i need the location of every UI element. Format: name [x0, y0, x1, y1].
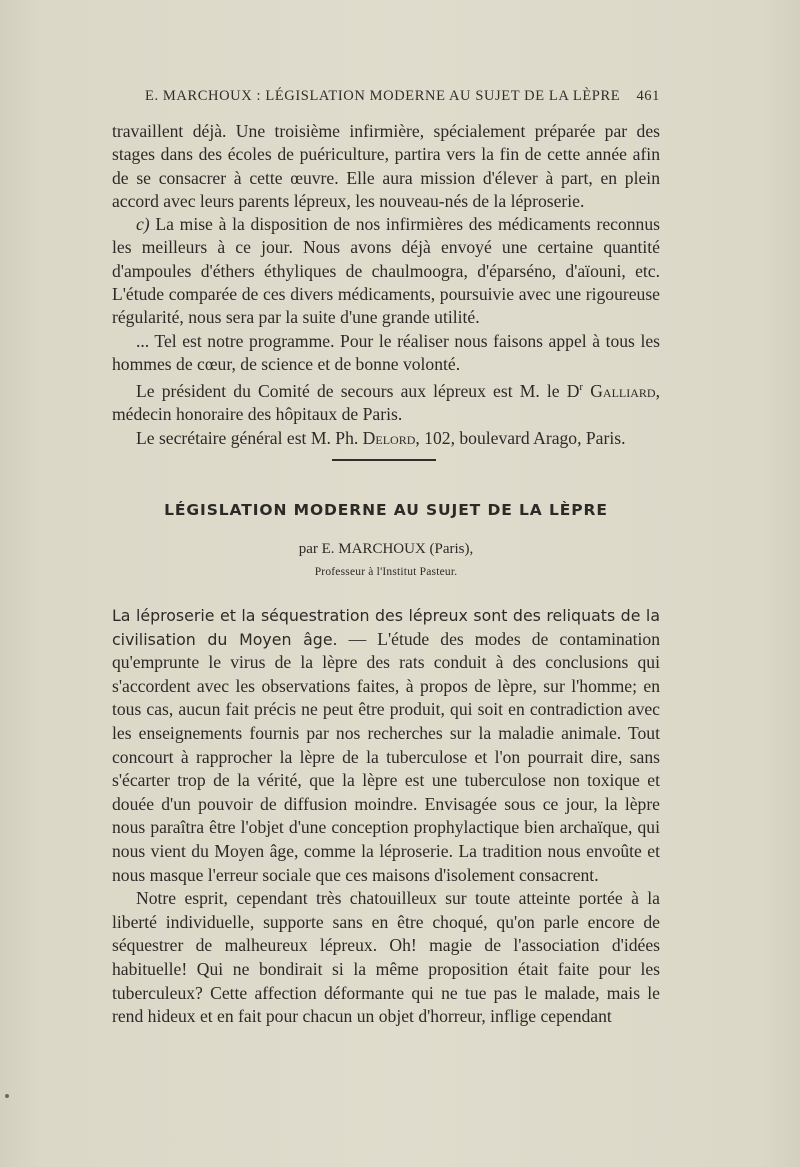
section-divider	[332, 459, 436, 461]
margin-speck	[5, 1094, 9, 1098]
article-title: LÉGISLATION MODERNE AU SUJET DE LA LÈPRE	[164, 501, 608, 519]
list-label: c)	[136, 214, 150, 235]
text-fragment: , médecin honoraire des hôpitaux de Paris.	[112, 381, 660, 425]
paragraph: Notre esprit, cependant très chatouilleux sur toute atteinte portée à la liberté individuelle, supporte sans en être choqué, qu'on parle encore de séquestrer de malheureux lépreux. Oh! magie de l'association d'idées habituelle! Qui ne bondirait si la même proposition était faite pour les tuberculeux? Cette affection déformante qui ne tue pas le malade, mais le rend hideux et en fait pour chacun un objet d'horreur, inflige cependant	[112, 888, 660, 1027]
paragraph-lead	[112, 604, 660, 887]
author-affiliation: Professeur à l'Institut Pasteur.	[314, 566, 458, 578]
lead-heading: La léproserie et la séquestration des lépreux sont des reliquats de la civilisation du Moyen âge.	[112, 606, 660, 649]
running-header	[145, 88, 660, 105]
author-byline: par E. MARCHOUX (Paris),	[298, 541, 474, 557]
paragraph-secretary	[112, 427, 660, 450]
paragraph-president	[112, 376, 660, 426]
paragraph: ... Tel est notre programme. Pour le réaliser nous faisons appel à tous les hommes de cœur, de science et de bonne volonté.	[112, 330, 660, 374]
paragraph-text: — L'étude des modes de contamination qu'emprunte le virus de la lèpre des rats conduit à des conclusions qui s'accordent avec les observations faites, à propos de lèpre, sur l'homme; en tous cas, aucun fait précis ne peut être produit, qui soit en contradiction avec les enseignements fournis par nos recherches sur la maladie animale. Tout concourt à rapprocher la lèpre de la tuberculose et l'on pourrait dire, sans s'écarter trop de la vérité, que la lèpre est une tuberculose non toxique et douée d'un pouvoir de diffusion moindre. Envisagée sous ce jour, la lèpre nous paraîtra être l'objet d'une conception prophylactique bien archaïque, qui nous vient du Moyen âge, comme la léproserie. La tradition nous envoûte et nous masque l'erreur sociale que ces maisons d'isolement consacrent.	[112, 628, 660, 885]
article-body	[112, 604, 660, 1029]
person-name: Galliard	[583, 381, 656, 402]
paragraph-text: La mise à la disposition de nos infirmières des médicaments reconnus les meilleurs à ce jour. Nous avons déjà envoyé une certaine quantité d'ampoules d'éthers éthyliques de chaulmoogra, d'éparséno, d'aïouni, etc. L'étude comparée de ces divers médicaments, poursuivie avec une rigoureuse régularité, nous sera par la suite d'une grande utilité.	[112, 214, 660, 328]
text-fragment: Le président du Comité de secours aux lépreux est M. le D	[136, 381, 580, 402]
previous-article-ending	[112, 120, 660, 450]
page-number: 461	[636, 88, 660, 104]
paragraph-item-c	[112, 213, 660, 329]
running-title: E. MARCHOUX : LÉGISLATION MODERNE AU SUJET DE LA LÈPRE	[145, 88, 621, 104]
superscript: r	[579, 381, 584, 394]
person-name: Delord	[362, 427, 416, 448]
text-fragment: , 102, boulevard Arago, Paris.	[415, 427, 626, 448]
text-fragment: Le secrétaire général est M. Ph.	[136, 427, 363, 448]
paragraph: travaillent déjà. Une troisième infirmière, spécialement préparée par des stages dans des écoles de puériculture, partira vers la fin de cette année afin de se consacrer à cette œuvre. Elle aura mission d'élever à part, en plein accord avec leurs parents lépreux, les nouveau-nés de la léproserie.	[112, 121, 660, 211]
